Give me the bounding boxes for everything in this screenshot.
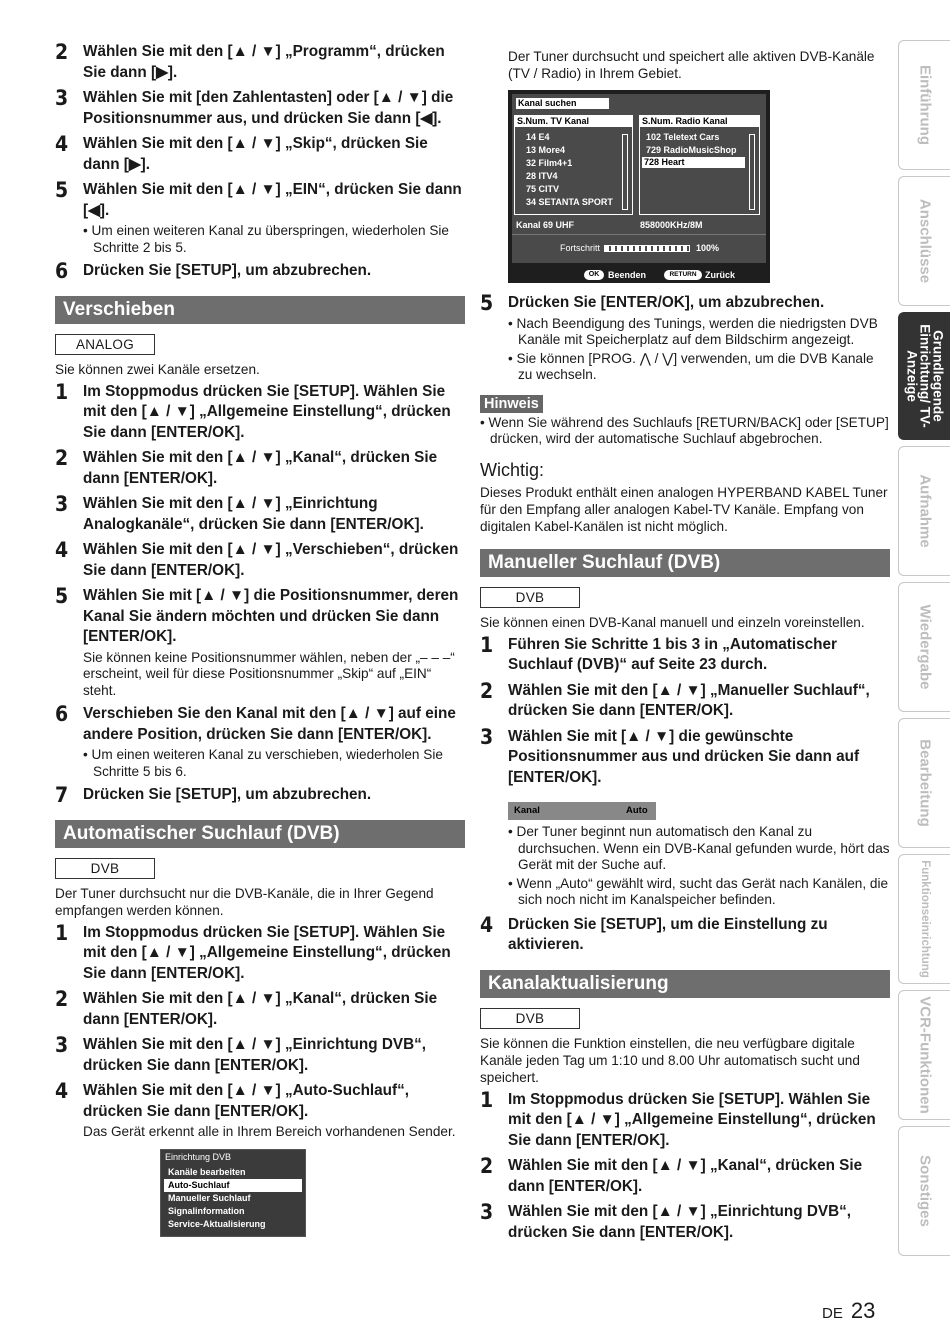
return-key-label: Zurück xyxy=(705,270,736,280)
right-column: Der Tuner durchsucht und speichert alle aktiven DVB-Kanäle (TV / Radio) in Ihrem Gebiet. Kanal suchen S.Num. TV Kanal 14 E4 13 More4 32 Film4+1 28 ITV4 75 CITV 34 SETANTA SPORT S.Num. Radio Kanal 102 Teletext Cars 729 RadioMusicShop 728 Heart Kanal 69 UHF 858000KHz/8M Fortschritt 100% OK Beenden RETURN Zurück 5 Drücken Sie [ENTER/OK], um abzubrechen. • Nach Beendigung des Tunings, werden die niedrigsten DVB Kanäle mit Speicherplatz auf dem Bildschirm angezeigt. • Sie können [PROG. ⋀ / ⋁] verwenden, um die DVB Kanale zu wechseln. Hinweis • Wenn Sie während des Suchlaufs [RETURN/BACK] oder [SETUP] drücken, wird der automatische Suchlauf abgebrochen. Wichtig: Dieses Produkt enthält einen analogen HYPERBAND KABEL Tuner für den Empfang aller analogen Kabel-TV Kanäle. Empfang von digitalen Kabel-Kanälen ist nicht möglich. Manueller Suchlauf (DVB) DVB Sie können einen DVB-Kanal manuell und einzeln voreinstellen. 1 Führen Sie Schritte 1 bis 3 in „Automatischer Suchlauf (DVB)“ auf Seite 23 durch. 2 Wählen Sie mit den [▲ / ▼] „Manueller Suchlauf“, drücken Sie dann [ENTER/OK]. 3 Wählen Sie mit [▲ / ▼] die gewünschte Positionsnummer aus und drücken Sie dann auf [ENTER/OK]. Kanal Auto • Der Tuner beginnt nun automatisch den Kanal zu durchsuchen. Wenn ein DVB-Kanal gefunden wurde, hört das Gerät mit der Suche auf. • Wenn „Auto“ gewählt wird, sucht das Gerät nach Kanälen, die sich noch nicht im Kanalspeicher befinden. 4 Drücken Sie [SETUP], um die Einstellung zu aktivieren. Kanalaktualisierung DVB Sie können die Funktion einstellen, die neu verfügbare digitale Kanäle jeden Tag um 1:10 und 8.00 Uhr automatisch sucht und speichert. 1 Im Stoppmodus drücken Sie [SETUP]. Wählen Sie mit den [▲ / ▼] „Allgemeine Einstellung“, drücken Sie dann [ENTER/OK]. 2 Wählen Sie mit den [▲ / ▼] „Kanal“, drücken Sie dann [ENTER/OK]. 3 Wählen Sie mit den [▲ / ▼] „Einrichtung DVB“, drücken Sie dann [ENTER/OK]. xyxy=(480,48,890,1248)
section-title-auto: Automatischer Suchlauf (DVB) xyxy=(55,820,465,848)
tab-sonstiges[interactable]: Sonstiges xyxy=(898,1126,950,1256)
progress-fill xyxy=(605,246,689,251)
tv-channel: 14 E4 xyxy=(526,132,550,142)
frequency-info: 858000KHz/8M xyxy=(640,220,703,230)
step: 1 Im Stoppmodus drücken Sie [SETUP]. Wählen Sie mit den [▲ / ▼] „Allgemeine Einstellung“, drücken Sie dann [ENTER/OK]. xyxy=(480,1087,876,1149)
step: 3 Wählen Sie mit den [▲ / ▼] „Einrichtung DVB“, drücken Sie dann [ENTER/OK]. xyxy=(480,1200,852,1241)
step: 2 Wählen Sie mit den [▲ / ▼] „Manueller Suchlauf“, drücken Sie dann [ENTER/OK]. xyxy=(480,678,870,719)
menu-header: Einrichtung DVB xyxy=(165,1151,232,1162)
step: 3 Wählen Sie mit [▲ / ▼] die gewünschte Positionsnummer aus und drücken Sie dann auf [ENTER/OK]. xyxy=(480,724,860,786)
tv-channel: 34 SETANTA SPORT xyxy=(526,197,613,207)
language-code: DE xyxy=(822,1305,843,1322)
radio-scrollbar[interactable] xyxy=(749,134,755,210)
tab-bearbeitung[interactable]: Bearbeitung xyxy=(898,718,950,848)
step: 3 Wählen Sie mit [den Zahlentasten] oder [▲ / ▼] die Positionsnummer aus, und drücken Sie dann [◀]. xyxy=(55,86,454,127)
analog-badge: ANALOG xyxy=(55,334,155,355)
step: 6 Drücken Sie [SETUP], um abzubrechen. xyxy=(55,259,372,283)
ok-key-label: Beenden xyxy=(608,270,647,280)
channel-scan-screen xyxy=(508,90,770,283)
page-number: 23 xyxy=(850,1298,876,1323)
scan-title: Kanal suchen xyxy=(516,98,609,109)
left-column xyxy=(55,42,465,1237)
tab-einfuehrung[interactable]: Einführung xyxy=(898,40,950,170)
menu-item[interactable]: Kanäle bearbeiten xyxy=(168,1166,246,1177)
progress-percent: 100% xyxy=(696,243,720,253)
step: 1 Im Stoppmodus drücken Sie [SETUP]. Wählen Sie mit den [▲ / ▼] „Allgemeine Einstellung“, drücken Sie dann [ENTER/OK]. xyxy=(55,920,451,982)
menu-item[interactable]: Service-Aktualisierung xyxy=(168,1218,266,1229)
dvb-badge: DVB xyxy=(55,858,155,879)
section-intro: Sie können zwei Kanäle ersetzen. xyxy=(55,361,260,377)
radio-channel: 729 RadioMusicShop xyxy=(646,145,737,155)
step: 5 Wählen Sie mit [▲ / ▼] die Positionsnummer, deren Kanal Sie ändern möchten und drücken Sie dann [ENTER/OK]. Sie können keine Positionsnummer wählen, neben der „– – –“ erscheint, weil für diese Positionsnummer „Skip“ auf „EIN“ steht. xyxy=(55,584,459,698)
step: 5 Wählen Sie mit den [▲ / ▼] „EIN“, drücken Sie dann [◀]. • Um einen weiteren Kanal zu überspringen, wiederholen Sie Schritte 2 bis 5. xyxy=(55,178,462,255)
step: 3 Wählen Sie mit den [▲ / ▼] „Einrichtung DVB“, drücken Sie dann [ENTER/OK]. xyxy=(55,1033,427,1074)
section-intro: Der Tuner durchsucht nur die DVB-Kanäle, die in Ihrer Gegend empfangen werden können. xyxy=(55,885,434,918)
dvb-badge: DVB xyxy=(480,587,580,608)
step: 1 Führen Sie Schritte 1 bis 3 in „Automatischer Suchlauf (DVB)“ auf Seite 23 durch. xyxy=(480,632,837,673)
step: 2 Wählen Sie mit den [▲ / ▼] „Kanal“, drücken Sie dann [ENTER/OK]. xyxy=(480,1154,863,1195)
radio-channel: 102 Teletext Cars xyxy=(646,132,720,142)
step: 2 Wählen Sie mit den [▲ / ▼] „Kanal“, drücken Sie dann [ENTER/OK]. xyxy=(55,446,438,487)
tv-channel: 13 More4 xyxy=(526,145,566,155)
section-title-manual: Manueller Suchlauf (DVB) xyxy=(480,549,890,577)
step: 3 Wählen Sie mit den [▲ / ▼] „Einrichtung Analogkanäle“, drücken Sie dann [ENTER/OK]. xyxy=(55,492,424,533)
einrichtung-dvb-menu xyxy=(160,1149,306,1237)
step: 2 Wählen Sie mit den [▲ / ▼] „Programm“, drücken Sie dann [▶]. xyxy=(55,40,445,81)
tab-aufnahme[interactable]: Aufnahme xyxy=(898,446,950,576)
step: 2 Wählen Sie mit den [▲ / ▼] „Kanal“, drücken Sie dann [ENTER/OK]. xyxy=(55,987,438,1028)
section-title-update: Kanalaktualisierung xyxy=(480,970,890,998)
wichtig-text: Dieses Produkt enthält einen analogen HYPERBAND KABEL Tuner für den Empfang aller analogen Kabel-TV Kanäle. Empfang von digitalen Kabel-Kanälen ist nicht möglich. xyxy=(480,484,888,534)
hinweis-text: • Wenn Sie während des Suchlaufs [RETURN/BACK] oder [SETUP] drücken, wird der automatische Suchlauf abgebrochen. xyxy=(480,414,889,446)
tab-grundlegende-einrichtung[interactable]: Grundlegende Einrichtung/ TV-Anzeige xyxy=(898,312,950,440)
radio-list-header: S.Num. Radio Kanal xyxy=(640,116,759,127)
tv-channel: 32 Film4+1 xyxy=(526,158,573,168)
tv-scrollbar[interactable] xyxy=(622,134,628,210)
tab-wiedergabe[interactable]: Wiedergabe xyxy=(898,582,950,712)
wichtig-title: Wichtig: xyxy=(480,459,545,480)
section-title-verschieben: Verschieben xyxy=(55,296,465,324)
menu-item-selected[interactable]: Auto-Suchlauf xyxy=(164,1179,302,1192)
section-intro: Sie können die Funktion einstellen, die neu verfügbare digitale Kanäle jeden Tag um 1:10 und 8.00 Uhr automatisch sucht und speichert. xyxy=(480,1035,860,1085)
step: 4 Wählen Sie mit den [▲ / ▼] „Auto-Suchlauf“, drücken Sie dann [ENTER/OK]. Das Gerät erkennt alle in Ihrem Bereich vorhandenen Sender. xyxy=(55,1079,456,1139)
step: 4 Drücken Sie [SETUP], um die Einstellung zu aktivieren. xyxy=(480,912,828,953)
hinweis-label: Hinweis xyxy=(480,395,543,413)
progress-bar xyxy=(604,245,690,252)
tv-channel: 28 ITV4 xyxy=(526,171,558,181)
channel-info: Kanal 69 UHF xyxy=(516,220,575,230)
top-text: Der Tuner durchsucht und speichert alle aktiven DVB-Kanäle (TV / Radio) in Ihrem Gebiet. xyxy=(508,49,875,81)
step: 6 Verschieben Sie den Kanal mit den [▲ / ▼] auf eine andere Position, drücken Sie dann [ENTER/OK]. • Um einen weiteren Kanal zu verschieben, wiederholen Sie Schritte 5 bis 6. xyxy=(55,702,456,779)
return-key-icon[interactable]: RETURN xyxy=(664,270,702,280)
step: 5 Drücken Sie [ENTER/OK], um abzubrechen. • Nach Beendigung des Tunings, werden die niedrigsten DVB Kanäle mit Speicherplatz auf dem Bildschirm angezeigt. • Sie können [PROG. ⋀ / ⋁] verwenden, um die DVB Kanale zu wechseln. xyxy=(480,291,878,382)
step: 4 Wählen Sie mit den [▲ / ▼] „Skip“, drücken Sie dann [▶]. xyxy=(55,132,428,173)
kanal-auto-bar xyxy=(508,802,656,820)
tv-channel: 75 CITV xyxy=(526,184,560,194)
section-intro: Sie können einen DVB-Kanal manuell und einzeln voreinstellen. xyxy=(480,614,865,630)
divider xyxy=(512,234,766,235)
tab-anschluesse[interactable]: Anschlüsse xyxy=(898,176,950,306)
kanal-value: Auto xyxy=(626,805,648,816)
progress-label: Fortschritt xyxy=(560,243,601,253)
menu-item[interactable]: Manueller Suchlauf xyxy=(168,1192,251,1203)
step: 1 Im Stoppmodus drücken Sie [SETUP]. Wählen Sie mit den [▲ / ▼] „Allgemeine Einstellung“, drücken Sie dann [ENTER/OK]. xyxy=(55,379,451,441)
step: 7 Drücken Sie [SETUP], um abzubrechen. xyxy=(55,783,372,807)
radio-channel-selected: 728 Heart xyxy=(642,157,745,168)
ok-key-icon[interactable]: OK xyxy=(584,270,604,280)
tv-list-header: S.Num. TV Kanal xyxy=(515,116,632,127)
tab-vcr-funktionen[interactable]: VCR-Funktionen xyxy=(898,990,950,1120)
tab-funktionseinrichtung[interactable]: Funktionseinrichtung xyxy=(898,854,950,984)
menu-item[interactable]: Signalinformation xyxy=(168,1205,245,1216)
kanal-label: Kanal xyxy=(514,805,540,816)
page-footer xyxy=(822,1298,875,1324)
step: 4 Wählen Sie mit den [▲ / ▼] „Verschieben“, drücken Sie dann [ENTER/OK]. xyxy=(55,538,459,579)
dvb-badge: DVB xyxy=(480,1008,580,1029)
